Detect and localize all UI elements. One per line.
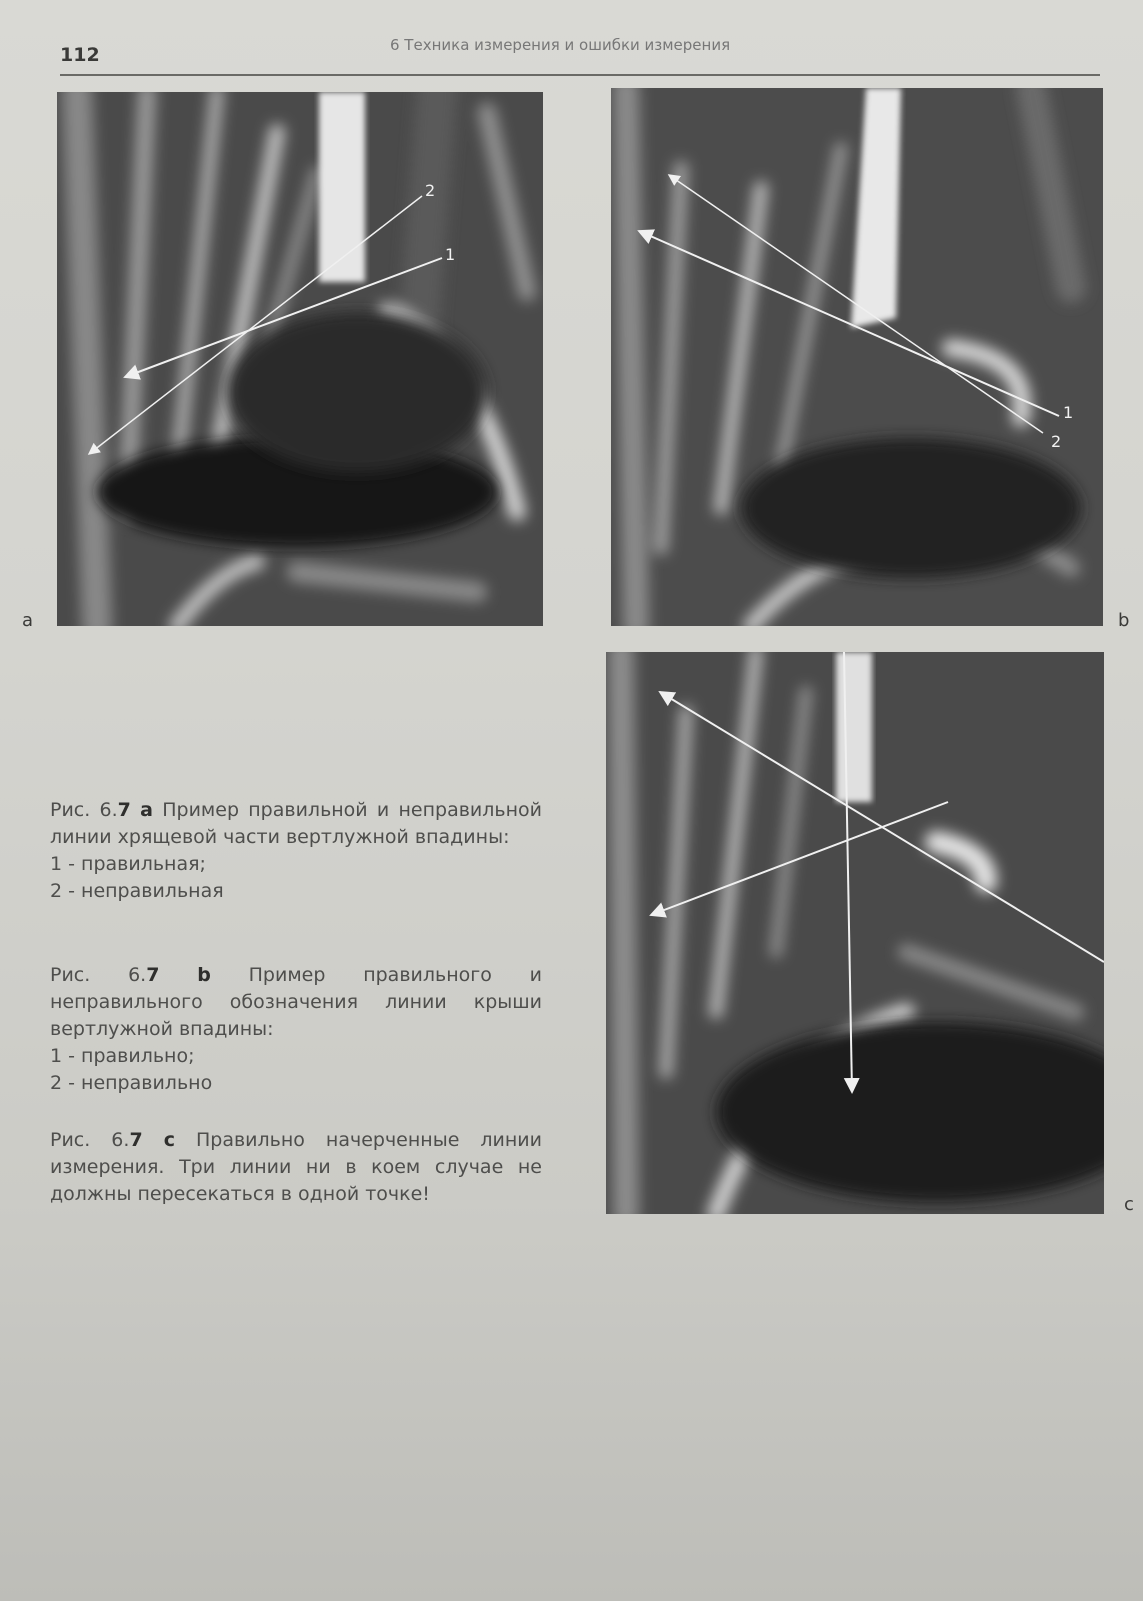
caption-prefix: Рис. 6. <box>50 799 118 821</box>
caption-text: Правильно начерченные линии измерения. Три линии ни в коем случае не должны пересекаться в одной точке! <box>50 1129 543 1205</box>
caption-number: 7 <box>129 1129 143 1151</box>
caption-text: Пример правильного и неправильного обозначения линии крыши вертлужной впадины: <box>50 964 543 1040</box>
line-label-2: 2 <box>425 181 436 200</box>
caption-letter: b <box>197 964 211 986</box>
caption-a <box>50 797 542 905</box>
caption-item-2: 2 - неправильная <box>50 880 224 902</box>
caption-number: 7 <box>117 799 131 821</box>
line-label-1: 1 <box>1063 403 1074 422</box>
line-label-2: 2 <box>1051 432 1062 451</box>
caption-c <box>50 1127 542 1208</box>
caption-prefix: Рис. 6. <box>50 964 147 986</box>
ultrasound-image-b <box>611 88 1103 626</box>
caption-item-1: 1 - правильная; <box>50 853 206 875</box>
caption-number: 7 <box>146 964 160 986</box>
ultrasound-image-c <box>606 652 1104 1214</box>
panel-letter-b: b <box>1118 610 1130 631</box>
caption-text: Пример правильной и неправильной линии хрящевой части вертлужной впадины: <box>50 799 543 848</box>
page-number: 112 <box>60 44 100 66</box>
running-head: 6 Техника измерения и ошибки измерения <box>390 36 731 54</box>
caption-prefix: Рис. 6. <box>50 1129 130 1151</box>
line-label-1: 1 <box>445 245 456 264</box>
caption-letter: a <box>140 799 153 821</box>
ultrasound-image-a <box>57 92 543 626</box>
panel-letter-a: a <box>22 610 34 631</box>
header-rule <box>60 74 1100 76</box>
caption-item-1: 1 - правильно; <box>50 1045 195 1067</box>
caption-b <box>50 962 542 1097</box>
caption-letter: c <box>163 1129 175 1151</box>
panel-letter-c: c <box>1124 1194 1134 1215</box>
caption-item-2: 2 - неправильно <box>50 1072 213 1094</box>
